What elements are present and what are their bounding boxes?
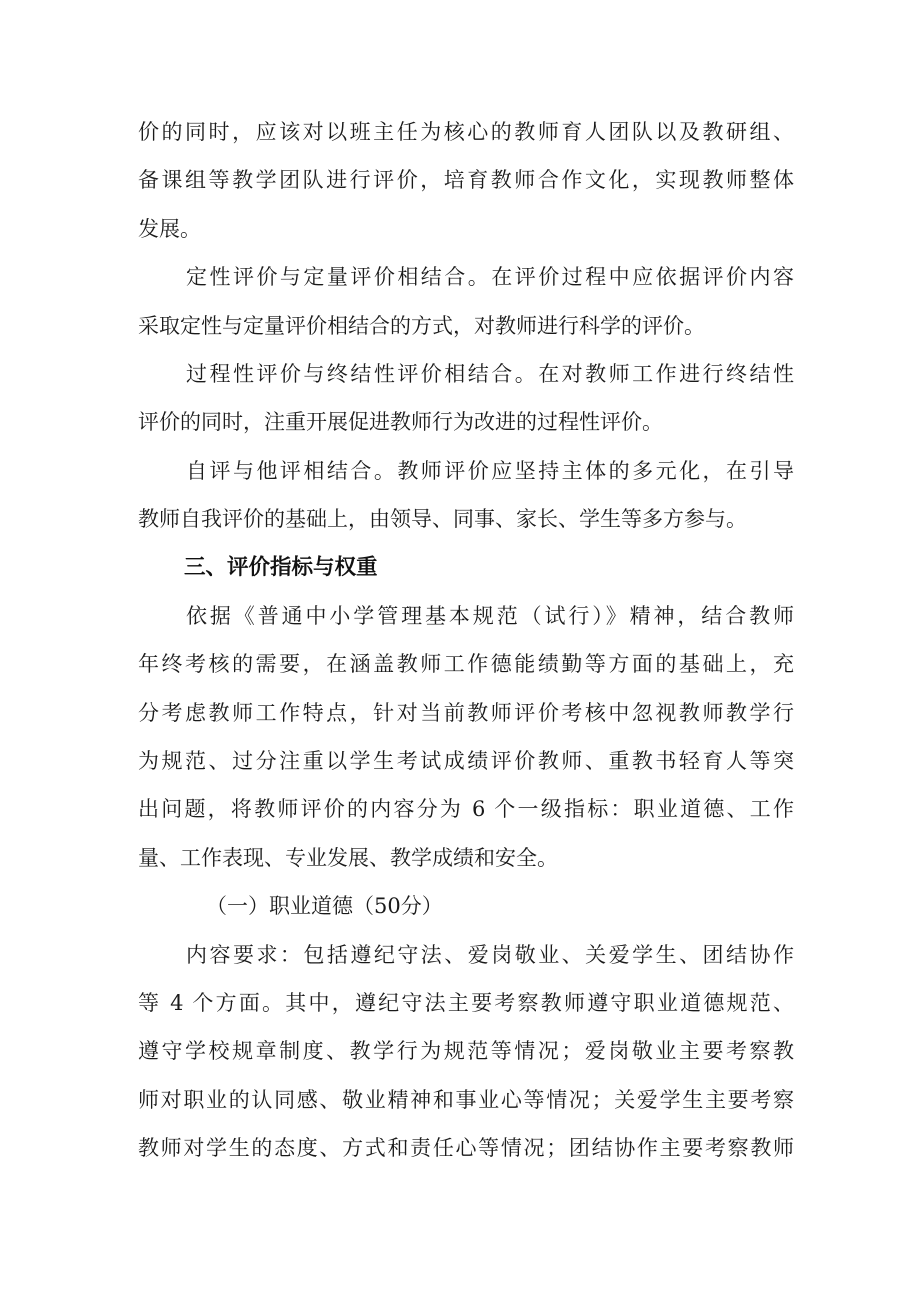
paragraph-line: 年终考核的需要，在涵盖教师工作德能绩勤等方面的基础上，充 <box>138 652 794 677</box>
paragraph-line: 分考虑教师工作特点，针对当前教师评价考核中忽视教师教学行 <box>138 700 794 725</box>
section-heading: 三、评价指标与权重 <box>184 554 378 580</box>
paragraph-line: 出问题，将教师评价的内容分为 6 个一级指标：职业道德、工作 <box>138 797 794 822</box>
paragraph-line: 评价的同时，注重开展促进教师行为改进的过程性评价。 <box>138 410 663 435</box>
paragraph-line: 价的同时，应该对以班主任为核心的教师育人团队以及教研组、 <box>138 120 794 144</box>
paragraph-line: 教师对学生的态度、方式和责任心等情况；团结协作主要考察教师 <box>138 1136 794 1161</box>
paragraph-line: 过程性评价与终结性评价相结合。在对教师工作进行终结性 <box>186 361 794 386</box>
paragraph-line: 师对职业的认同感、敬业精神和事业心等情况；关爱学生主要考察 <box>138 1087 794 1112</box>
paragraph-line: 备课组等教学团队进行评价，培育教师合作文化，实现教师整体 <box>138 168 794 193</box>
paragraph-line: 自评与他评相结合。教师评价应坚持主体的多元化，在引导 <box>186 458 794 483</box>
paragraph-line: 定性评价与定量评价相结合。在评价过程中应依据评价内容 <box>186 265 794 290</box>
paragraph-line: 教师自我评价的基础上，由领导、同事、家长、学生等多方参与。 <box>138 507 747 532</box>
paragraph-line: 采取定性与定量评价相结合的方式，对教师进行科学的评价。 <box>138 313 705 338</box>
paragraph-line: 依据《普通中小学管理基本规范（试行）》精神，结合教师 <box>186 603 794 628</box>
paragraph-line: 遵守学校规章制度、教学行为规范等情况；爱岗敬业主要考察教 <box>138 1039 794 1064</box>
paragraph-line: 等 4 个方面。其中，遵纪守法主要考察教师遵守职业道德规范、 <box>138 991 794 1016</box>
paragraph-line: 内容要求：包括遵纪守法、爱岗敬业、关爱学生、团结协作 <box>186 942 794 967</box>
paragraph-line: 发展。 <box>138 216 201 241</box>
document-body <box>138 108 794 1173</box>
paragraph-line: 为规范、过分注重以学生考试成绩评价教师、重教书轻育人等突 <box>138 749 794 774</box>
paragraph-line: 量、工作表现、专业发展、教学成绩和安全。 <box>138 845 558 870</box>
subsection-heading: （一）职业道德（50分） <box>206 894 443 919</box>
